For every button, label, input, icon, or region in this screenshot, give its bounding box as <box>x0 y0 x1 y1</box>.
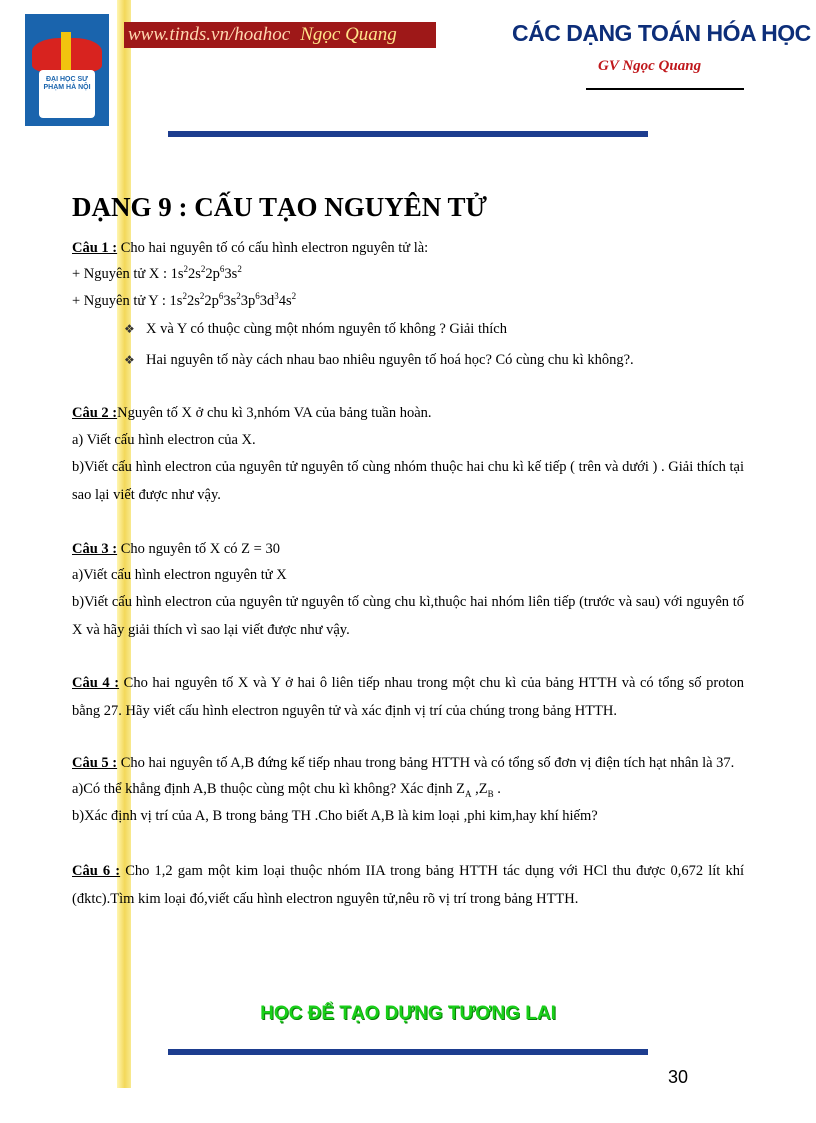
question-6-label: Câu 6 : <box>72 863 121 879</box>
footer-slogan: HỌC ĐỂ TẠO DỰNG TƯƠNG LAI <box>260 1003 556 1024</box>
question-2-text: Nguyên tố X ở chu kì 3,nhóm VA của bảng tuần hoàn. <box>117 405 432 421</box>
logo-text: ĐẠI HỌC SƯ PHẠM HÀ NỘI <box>43 76 91 91</box>
question-5 <box>72 749 744 777</box>
question-1-label: Câu 1 : <box>72 240 118 256</box>
question-3-label: Câu 3 : <box>72 541 118 557</box>
question-1-bullet-2 <box>124 352 634 369</box>
question-1-atom-x: + Nguyên tử X : $1s^22s^22p^63s^2$ <box>72 264 242 282</box>
question-5-part-a: a)Có thể khẳng định A,B thuộc cùng một chu kì không? Xác định $Z_A$ $,Z_B$ . <box>72 781 501 799</box>
teacher-name: GV Ngọc Quang <box>598 58 702 74</box>
question-1-atom-y: + Nguyên tử Y : $1s^22s^22p^63s^23p^63d^34s^2$ <box>72 291 297 309</box>
question-6-text: Cho 1,2 gam một kim loại thuộc nhóm IIA trong bảng HTTH tác dụng với HCl thu được 0,672 lít khí (đktc).Tìm kim loại đó,viết cấu hình electron nguyên tử,nêu rõ vị trí trong bảng HTTH. <box>72 863 744 907</box>
part-a-text: a)Có thể khẳng định A,B thuộc cùng một chu kì không? Xác định Z <box>72 781 466 797</box>
bullet-1-text: X và Y có thuộc cùng một nhóm nguyên tố không ? Giải thích <box>146 321 507 337</box>
question-3-text: Cho nguyên tố X có Z = 30 <box>117 541 280 557</box>
question-2-part-a: a) Viết cấu hình electron của X. <box>72 432 256 448</box>
question-4-label: Câu 4 : <box>72 675 120 691</box>
diamond-bullet-icon: ❖ <box>124 322 135 336</box>
question-4-text: Cho hai nguyên tố X và Y ở hai ô liên tiếp nhau trong một chu kì của bảng HTTH và có tổng số proton bằng 27. Hãy viết cấu hình electron nguyên tử và xác định vị trí của chúng trong bảng HTTH. <box>72 675 744 719</box>
question-3-part-a: a)Viết cấu hình electron nguyên tử X <box>72 567 287 583</box>
website-url: www.tinds.vn/hoahoc <box>128 24 291 45</box>
atom-x-prefix: + Nguyên tử X : <box>72 266 171 282</box>
question-list <box>72 0 744 1123</box>
document-title: CÁC DẠNG TOÁN HÓA HỌC <box>512 20 811 46</box>
question-1-text: Cho hai nguyên tố có cấu hình electron nguyên tử là: <box>117 240 429 256</box>
question-5-part-b: b)Xác định vị trí của A, B trong bảng TH .Cho biết A,B là kim loại ,phi kim,hay khí hiếm? <box>72 808 598 824</box>
bullet-2-text: Hai nguyên tố này cách nhau bao nhiêu nguyên tố hoá học? Có cùng chu kì không?. <box>146 352 634 368</box>
question-4 <box>72 669 744 725</box>
question-2 <box>72 405 432 422</box>
atom-y-prefix: + Nguyên tử Y : <box>72 293 170 309</box>
question-5-text: Cho hai nguyên tố A,B đứng kế tiếp nhau trong bảng HTTH và có tổng số đơn vị điện tích hạt nhân là 37. <box>117 755 735 771</box>
page-number: 30 <box>668 1067 689 1087</box>
question-3-part-b: b)Viết cấu hình electron của nguyên tử nguyên tố cùng chu kì,thuộc hai nhóm liên tiếp (trước và sau) với nguyên tố X và hãy giải thích vì sao lại viết được như vậy. <box>72 594 744 638</box>
question-2-part-b: b)Viết cấu hình electron của nguyên tử nguyên tố cùng nhóm thuộc hai chu kì kế tiếp ( trên và dưới ) . Giải thích tại sao lại viết được như vậy. <box>72 459 744 503</box>
question-3 <box>72 541 280 558</box>
signature: Ngọc Quang <box>300 24 397 45</box>
diamond-bullet-icon: ❖ <box>124 353 135 367</box>
section-title: DẠNG 9 : CẤU TẠO NGUYÊN TỬ <box>72 192 488 222</box>
question-1 <box>72 240 428 257</box>
question-5-label: Câu 5 : <box>72 755 118 771</box>
question-6 <box>72 857 744 913</box>
footer-divider <box>168 1049 648 1055</box>
question-1-bullet-1 <box>124 321 507 338</box>
question-2-label: Câu 2 : <box>72 405 118 421</box>
